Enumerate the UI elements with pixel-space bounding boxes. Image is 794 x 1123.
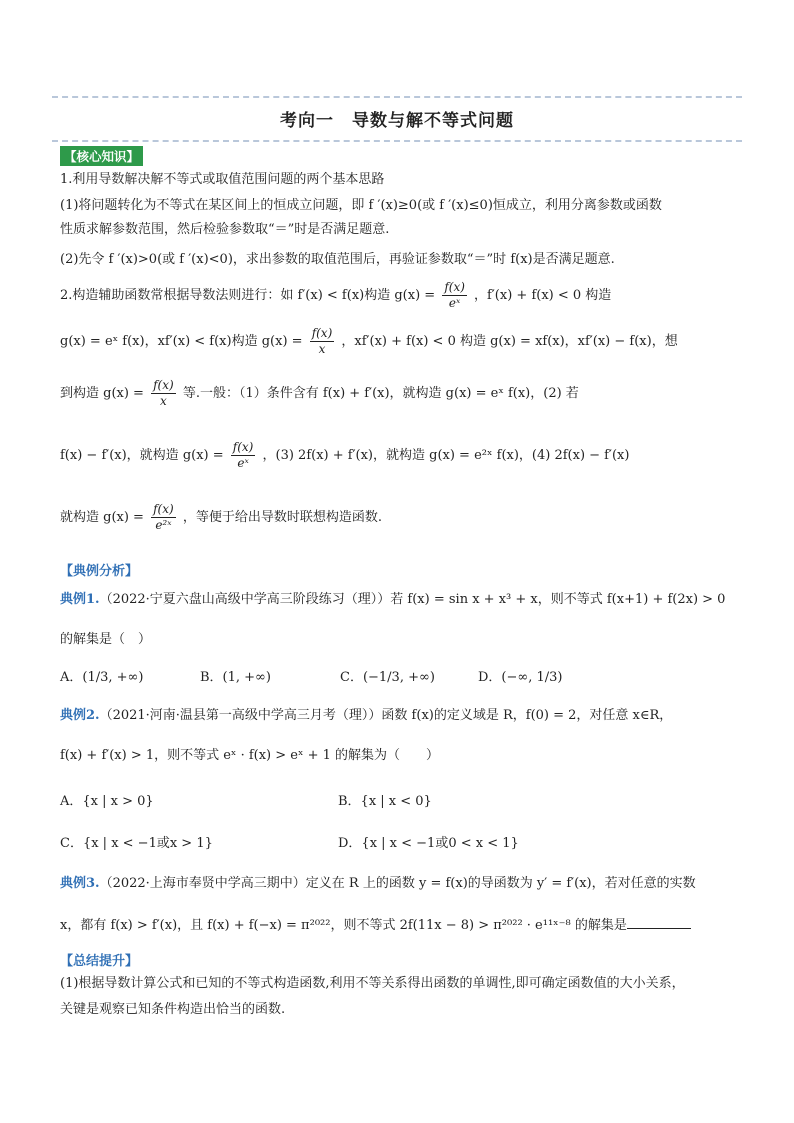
example-3-stem-cont: x，都有 f(x) > f′(x)，且 f(x) + f(−x) = π²⁰²²，则不等式 2f(11x − 8) > π²⁰²² · e¹¹ˣ⁻⁸ 的解集是 (60, 916, 742, 936)
fraction: $\frac{f(x)}{\text{eˣ}}$ (232, 440, 254, 470)
core-point-1a-cont: 性质求解参数范围，然后检验参数取“＝”时是否满足题意. (60, 222, 390, 237)
example-1-stem-cont: 的解集是（ ） (60, 632, 152, 647)
example-1-option-c[interactable]: C．(−1/3, +∞) (340, 670, 435, 685)
core-point-2-line-1: 2.构造辅助函数常根据导数法则进行：如 f′(x) < f(x)构造 g(x) = $\frac{f(x)}{\text{eˣ}}$ ，f′(x) + f(x) < 0 构造 (60, 280, 612, 310)
core-point-2-line-2: g(x) = eˣ f(x)，xf′(x) < f(x)构造 g(x) = $\frac{f(x)}{x}$ ，xf′(x) + f(x) < 0 构造 g(x) = xf(x)，xf′(x) − f(x)，想 (60, 326, 678, 356)
summary-point-1: (1)根据导数计算公式和已知的不等式构造函数,利用不等关系得出函数的单调性,即可确定函数值的大小关系， (60, 976, 685, 991)
example-1-stem: 典例1.（2022·宁夏六盘山高级中学高三阶段练习（理））若 f(x) = sin x + x³ + x，则不等式 f(x+1) + f(2x) > 0 (60, 592, 726, 607)
core-point-2-line-3: 到构造 g(x) = $\frac{f(x)}{x}$ 等.一般：（1）条件含有 f(x) + f′(x)，就构造 g(x) = eˣ f(x)，(2) 若 (60, 378, 579, 408)
answer-blank[interactable] (627, 916, 691, 929)
example-2-option-a[interactable]: A．{x | x > 0} (60, 794, 154, 809)
example-2-stem: 典例2.（2021·河南·温县第一高级中学高三月考（理））函数 f(x)的定义域是 R，f(0) = 2，对任意 x∈R， (60, 708, 673, 723)
fraction: $\frac{f(x)}{x}$ (311, 326, 333, 356)
section-title: 考向一 导数与解不等式问题 (280, 111, 514, 131)
fraction: $\frac{f(x)}{\text{e²ˣ}}$ (153, 502, 174, 532)
example-3-stem: 典例3.（2022·上海市奉贤中学高三期中）定义在 R 上的函数 y = f(x)的导函数为 y′ = f′(x)，若对任意的实数 (60, 876, 696, 891)
core-knowledge-badge: 【核心知识】 (60, 146, 143, 166)
example-1-option-b[interactable]: B．(1, +∞) (200, 670, 271, 685)
typical-examples-heading: 【典例分析】 (60, 564, 139, 579)
summary-heading: 【总结提升】 (60, 954, 139, 969)
fraction: $\frac{f(x)}{x}$ (153, 378, 174, 408)
example-2-stem-cont: f(x) + f′(x) > 1，则不等式 eˣ · f(x) > eˣ + 1 的解集为（ ） (60, 748, 440, 763)
fraction: $\frac{f(x)}{\text{eˣ}}$ (444, 280, 465, 310)
example-2-option-b[interactable]: B．{x | x < 0} (338, 794, 432, 809)
core-point-1-title: 1.利用导数解决解不等式或取值范围问题的两个基本思路 (60, 172, 385, 187)
summary-point-1-cont: 关键是观察已知条件构造出恰当的函数. (60, 1002, 286, 1017)
example-2-option-d[interactable]: D．{x | x < −1或0 < x < 1} (338, 836, 519, 851)
example-1-option-a[interactable]: A．(1/3, +∞) (60, 670, 144, 685)
core-point-2-line-4: f(x) − f′(x)，就构造 g(x) = $\frac{f(x)}{\text{eˣ}}$ ，(3) 2f(x) + f′(x)，就构造 g(x) = e²ˣ f(x)，(4) 2f(x) − f′(x) (60, 440, 630, 470)
core-point-1a: (1)将问题转化为不等式在某区间上的恒成立问题，即 f ′(x)≥0(或 f ′(x)≤0)恒成立，利用分离参数或函数 (60, 198, 662, 213)
example-2-option-c[interactable]: C．{x | x < −1或x > 1} (60, 836, 213, 851)
core-point-2-line-5: 就构造 g(x) = $\frac{f(x)}{\text{e²ˣ}}$ ，等便于给出导数时联想构造函数. (60, 502, 382, 532)
top-dashed-divider (52, 96, 742, 98)
example-1-option-d[interactable]: D．(−∞, 1/3) (478, 670, 563, 685)
bottom-dashed-divider (52, 140, 742, 142)
core-point-1b: (2)先令 f ′(x)>0(或 f ′(x)<0)，求出参数的取值范围后，再验证参数取“＝”时 f(x)是否满足题意. (60, 252, 615, 267)
